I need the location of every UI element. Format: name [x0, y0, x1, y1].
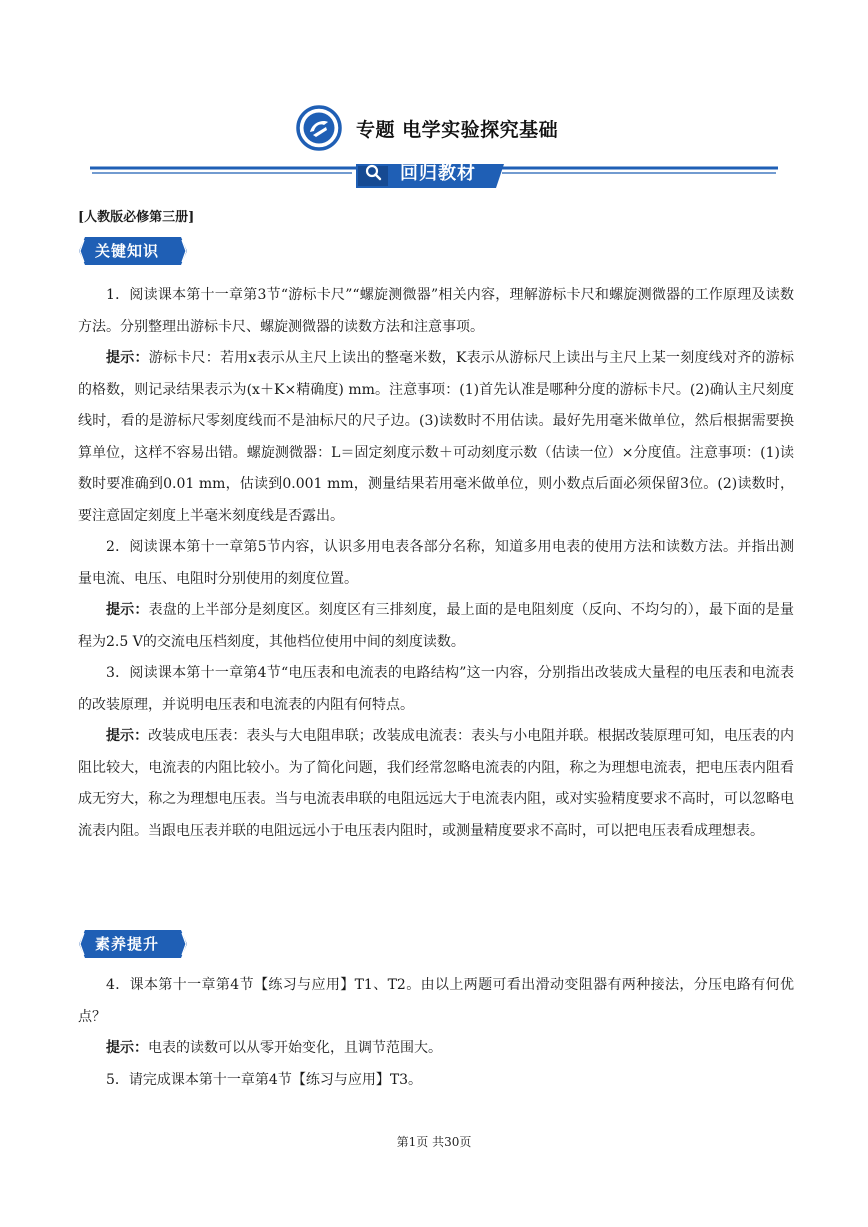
hint-label: 提示： [106, 350, 149, 366]
answer-2 [78, 595, 794, 658]
question-5: 5．请完成课本第十一章第4节【练习与应用】T3。 [106, 1071, 423, 1088]
question-1: 1．阅读课本第十一章第3节“游标卡尺”“螺旋测微器”相关内容，理解游标卡尺和螺旋测微器的工作原理及读数方法。分别整理出游标卡尺、螺旋测微器的读数方法和注意事项。 [78, 287, 794, 335]
page-header [0, 105, 868, 155]
section-tag-label: 关键知识 [95, 242, 160, 260]
page-title: 专题 电学实验探究基础 [356, 119, 559, 141]
answer-3 [78, 721, 794, 847]
section-tag-literacy [77, 928, 189, 960]
hint-label: 提示： [106, 1040, 148, 1056]
question-4: 4．课本第十一章第4节【练习与应用】T1、T2。由以上两题可看出滑动变阻器有两种接法，分压电路有何优点？ [78, 977, 794, 1025]
topic-logo-icon [296, 105, 342, 151]
edition-label: [人教版必修第三册] [78, 210, 195, 225]
answer-4-text: 电表的读数可以从零开始变化，且调节范围大。 [148, 1040, 442, 1056]
content-block-2 [78, 970, 794, 1096]
answer-2-text: 表盘的上半部分是刻度区。刻度区有三排刻度，最上面的是电阻刻度（反向、不均匀的），最下面的是量程为2.5 V的交流电压档刻度，其他档位使用中间的刻度读数。 [78, 602, 794, 650]
content-block-1 [78, 280, 794, 847]
hint-label: 提示： [106, 728, 149, 744]
question-2: 2．阅读课本第十一章第5节内容，认识多用电表各部分名称，知道多用电表的使用方法和读数方法。并指出测量电流、电压、电阻时分别使用的刻度位置。 [78, 539, 794, 587]
answer-3-text: 改装成电压表：表头与大电阻串联；改装成电流表：表头与小电阻并联。根据改装原理可知，电压表的内阻比较大，电流表的内阻比较小。为了简化问题，我们经常忽略电流表的内阻，称之为理想电流表，把电压表内阻看成无穷大，称之为理想电压表。当与电流表串联的电阻远远大于电流表内阻，或对实验精度要求不高时，可以忽略电流表内阻。当跟电压表并联的电阻远远小于电压表内阻时，或测量精度要求不高时，可以把电压表看成理想表。 [78, 728, 794, 839]
answer-1-text: 游标卡尺：若用x表示从主尺上读出的整毫米数，K表示从游标尺上读出与主尺上某一刻度线对齐的游标的格数，则记录结果表示为(x＋K×精确度) mm。注意事项：(1)首先认准是哪种分度的游标卡尺。(2)确认主尺刻度线时，看的是游标尺零刻度线而不是油标尺的尺子边。(3)读数时不用估读。最好先用毫米做单位，然后根据需要换算单位，这样不容易出错。螺旋测微器：L＝固定刻度示数＋可动刻度示数（估读一位）×分度值。注意事项：(1)读数时要准确到0.01 mm，估读到0.001 mm，测量结果若用毫米做单位，则小数点后面必须保留3位。(2)读数时，要注意固定刻度上半毫米刻度线是否露出。 [78, 350, 794, 524]
section-tag-label: 素养提升 [95, 935, 160, 953]
answer-1 [78, 343, 794, 532]
answer-4 [78, 1033, 794, 1065]
search-icon [364, 163, 384, 183]
page-number: 第1页 共30页 [396, 1135, 472, 1149]
banner-label: 回归教材 [400, 163, 476, 184]
hint-label: 提示： [106, 602, 149, 618]
question-3: 3．阅读课本第十一章第4节“电压表和电流表的电路结构”这一内容，分别指出改装成大量程的电压表和电流表的改装原理，并说明电压表和电流表的内阻有何特点。 [78, 665, 794, 713]
section-tag-key-knowledge [77, 235, 189, 267]
